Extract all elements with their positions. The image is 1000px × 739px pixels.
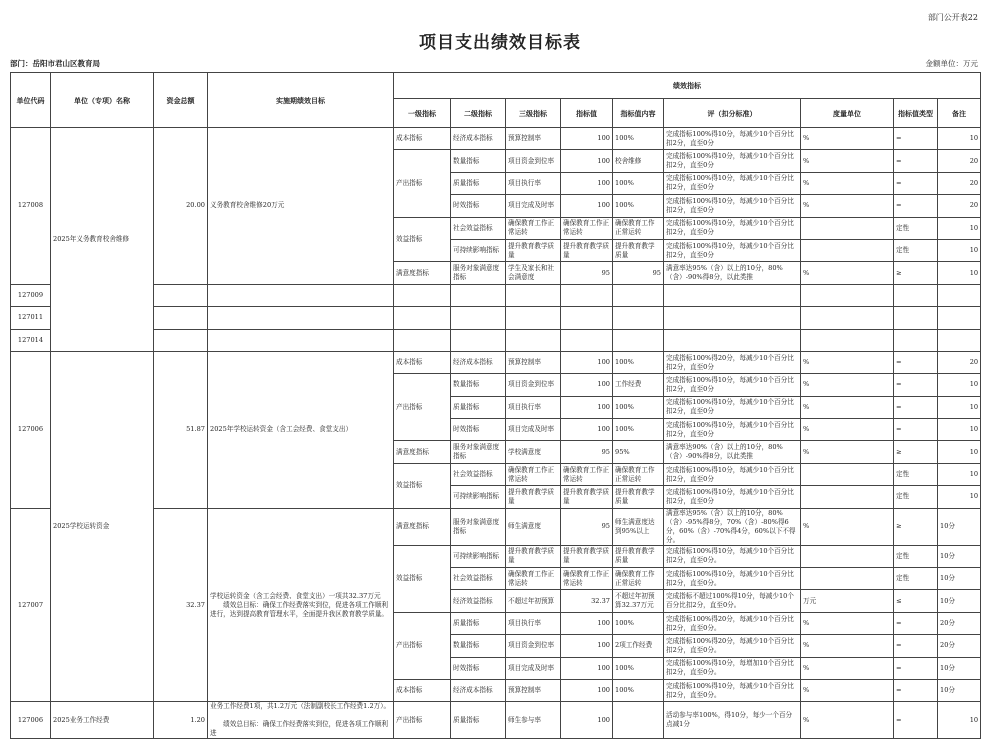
indicator-level2: 可持续影响指标 (451, 486, 506, 508)
measure-unit: % (801, 128, 894, 150)
empty-cell (561, 329, 613, 351)
value-type: = (894, 419, 938, 441)
indicator-level1: 满意度指标 (394, 441, 451, 463)
indicator-level2: 可持续影响指标 (451, 545, 506, 567)
value-type: = (894, 150, 938, 172)
performance-target: 2025年学校运转资金（含工会经费、食堂支出） (208, 351, 394, 508)
unit-code: 127014 (11, 329, 51, 351)
indicator-content: 100% (613, 657, 664, 679)
note: 20分 (938, 612, 981, 634)
indicator-content: 100% (613, 679, 664, 701)
indicator-value: 100 (561, 612, 613, 634)
value-type: ≤ (894, 590, 938, 612)
indicator-value: 100 (561, 419, 613, 441)
indicator-content: 100% (613, 195, 664, 217)
indicator-level2: 数量指标 (451, 635, 506, 657)
indicator-content: 校舍维修 (613, 150, 664, 172)
indicator-level3: 项目执行率 (506, 172, 561, 194)
table-row (11, 329, 981, 351)
empty-cell (451, 284, 506, 306)
measure-unit: 万元 (801, 590, 894, 612)
value-type: = (894, 396, 938, 418)
project-name: 2025业务工作经费 (51, 702, 154, 739)
value-type: = (894, 172, 938, 194)
value-type: ≥ (894, 441, 938, 463)
indicator-content: 确保教育工作正常运转 (613, 463, 664, 485)
empty-cell (506, 307, 561, 329)
empty-cell (394, 329, 451, 351)
indicator-level3: 项目资金到位率 (506, 635, 561, 657)
header-note: 备注 (938, 99, 981, 128)
indicator-content: 提升教育教学质量 (613, 486, 664, 508)
indicator-value: 100 (561, 150, 613, 172)
measure-unit: % (801, 396, 894, 418)
measure-unit: % (801, 657, 894, 679)
note: 10 (938, 217, 981, 239)
note: 10 (938, 262, 981, 284)
indicator-level2: 时效指标 (451, 657, 506, 679)
empty-cell (938, 329, 981, 351)
indicator-level1: 效益指标 (394, 545, 451, 612)
note: 20 (938, 195, 981, 217)
header-target: 实施期绩效目标 (208, 73, 394, 128)
indicator-level2: 数量指标 (451, 374, 506, 396)
scoring-criteria: 完成指标100%得10分，每减少10个百分比扣2分，直至0分 (664, 128, 801, 150)
indicator-level2: 质量指标 (451, 702, 506, 739)
scoring-criteria: 完成指标100%得10分，每减少10个百分比扣2分，直至0分。 (664, 545, 801, 567)
indicator-content (613, 702, 664, 739)
unit-code: 127006 (11, 351, 51, 508)
indicator-level1: 效益指标 (394, 463, 451, 508)
performance-target (208, 284, 394, 306)
indicator-content: 100% (613, 172, 664, 194)
indicator-level3: 预算控制率 (506, 351, 561, 373)
measure-unit: % (801, 441, 894, 463)
performance-target (208, 307, 394, 329)
scoring-criteria: 完成指标100%得10分，每减少10个百分比扣2分，直至0分 (664, 396, 801, 418)
note: 10 (938, 396, 981, 418)
indicator-level3: 项目完成及时率 (506, 195, 561, 217)
scoring-criteria: 满意率达95%（含）以上的10分，80%（含）-90%得8分，以此类推 (664, 262, 801, 284)
indicator-value: 100 (561, 128, 613, 150)
indicator-value: 100 (561, 195, 613, 217)
indicator-value: 32.37 (561, 590, 613, 612)
measure-unit: % (801, 679, 894, 701)
indicator-level3: 项目执行率 (506, 396, 561, 418)
value-type: ≥ (894, 262, 938, 284)
header-l2: 二级指标 (451, 99, 506, 128)
fund-amount (154, 329, 208, 351)
indicator-level1: 产出指标 (394, 612, 451, 679)
indicator-level2: 社会效益指标 (451, 463, 506, 485)
value-type: 定性 (894, 486, 938, 508)
fund-amount: 32.37 (154, 508, 208, 702)
scoring-criteria: 完成指标100%得10分，每增加10个百分比扣2分，直至0分。 (664, 657, 801, 679)
note: 10 (938, 419, 981, 441)
indicator-level2: 质量指标 (451, 612, 506, 634)
indicator-level2: 服务对象满意度指标 (451, 441, 506, 463)
indicator-level3: 项目完成及时率 (506, 419, 561, 441)
indicator-level2: 时效指标 (451, 195, 506, 217)
indicator-level3: 不超过年初预算 (506, 590, 561, 612)
value-type: = (894, 702, 938, 739)
empty-cell (801, 307, 894, 329)
indicator-level3: 提升教育教学质量 (506, 239, 561, 261)
empty-cell (801, 329, 894, 351)
measure-unit: % (801, 351, 894, 373)
value-type: = (894, 351, 938, 373)
header-criteria: 评（扣分标准） (664, 99, 801, 128)
indicator-level2: 社会效益指标 (451, 217, 506, 239)
indicator-level1: 成本指标 (394, 351, 451, 373)
scoring-criteria: 完成指标100%得10分，每减少10个百分比扣2分，直至0分 (664, 419, 801, 441)
indicator-level3: 提升教育教学质量 (506, 545, 561, 567)
indicator-level3: 学生及家长和社会满意度 (506, 262, 561, 284)
note: 10 (938, 441, 981, 463)
scoring-criteria: 完成指标100%得10分，每减少10个百分比扣2分，直至0分 (664, 239, 801, 261)
empty-cell (561, 284, 613, 306)
note: 20 (938, 150, 981, 172)
empty-cell (938, 284, 981, 306)
empty-cell (801, 284, 894, 306)
indicator-value: 95 (561, 508, 613, 545)
indicator-level3: 预算控制率 (506, 679, 561, 701)
unit-code: 127009 (11, 284, 51, 306)
empty-cell (664, 307, 801, 329)
table-row (11, 284, 981, 306)
performance-target (208, 329, 394, 351)
scoring-criteria: 活动参与率100%，得10分，每少一个百分点减1分 (664, 702, 801, 739)
fund-amount (154, 307, 208, 329)
indicator-level2: 时效指标 (451, 419, 506, 441)
measure-unit: % (801, 262, 894, 284)
scoring-criteria: 满意率达90%（含）以上的10分，80%（含）-90%得8分，以此类推 (664, 441, 801, 463)
note: 10 (938, 486, 981, 508)
value-type: 定性 (894, 545, 938, 567)
measure-unit: % (801, 150, 894, 172)
indicator-level3: 提升教育教学质量 (506, 486, 561, 508)
note: 20 (938, 172, 981, 194)
scoring-criteria: 完成指标100%得10分，每减少10个百分比扣2分，直至0分 (664, 217, 801, 239)
measure-unit (801, 217, 894, 239)
fund-amount: 20.00 (154, 128, 208, 285)
value-type: 定性 (894, 568, 938, 590)
empty-cell (664, 329, 801, 351)
indicator-level2: 质量指标 (451, 172, 506, 194)
indicator-content: 不超过年初预算32.37万元 (613, 590, 664, 612)
table-row (11, 351, 981, 373)
header-amount: 资金总额 (154, 73, 208, 128)
table-row (11, 702, 981, 739)
scoring-criteria: 完成指标100%得10分，每减少10个百分比扣2分，直至0分 (664, 150, 801, 172)
indicator-value: 100 (561, 351, 613, 373)
indicator-level2: 服务对象满意度指标 (451, 508, 506, 545)
indicator-level3: 确保教育工作正常运转 (506, 217, 561, 239)
indicator-level2: 经济成本指标 (451, 128, 506, 150)
measure-unit (801, 463, 894, 485)
table-row (11, 508, 981, 545)
department-label: 部门：岳阳市君山区教育局 (10, 59, 100, 68)
indicator-level2: 数量指标 (451, 150, 506, 172)
header-l1: 一级指标 (394, 99, 451, 128)
header-performance: 绩效指标 (394, 73, 981, 99)
indicator-value: 95 (561, 441, 613, 463)
indicator-value: 提升教育教学质量 (561, 486, 613, 508)
value-type: 定性 (894, 463, 938, 485)
note: 10分 (938, 568, 981, 590)
scoring-criteria: 完成指标不超过100%得10分，每减少10个百分比扣2分，直至0分。 (664, 590, 801, 612)
indicator-value: 确保教育工作正常运转 (561, 568, 613, 590)
project-name: 2025年义务教育校舍维修 (51, 128, 154, 352)
indicator-level3: 确保教育工作正常运转 (506, 568, 561, 590)
indicator-content: 师生满意度达到95%以上 (613, 508, 664, 545)
note: 10 (938, 702, 981, 739)
measure-unit: % (801, 702, 894, 739)
indicator-value: 100 (561, 172, 613, 194)
header-code: 单位代码 (11, 73, 51, 128)
note: 20 (938, 351, 981, 373)
indicator-value: 95 (561, 262, 613, 284)
indicator-level3: 项目资金到位率 (506, 374, 561, 396)
indicator-content: 95 (613, 262, 664, 284)
indicator-content: 工作经费 (613, 374, 664, 396)
indicator-level3: 预算控制率 (506, 128, 561, 150)
unit-code: 127007 (11, 508, 51, 702)
scoring-criteria: 满意率达95%（含）以上的10分，80%（含）-95%得8分，70%（含）-80%得6分，60%（含）-70%得4分，60%以下不得分。 (664, 508, 801, 545)
indicator-level2: 社会效益指标 (451, 568, 506, 590)
table-row (11, 307, 981, 329)
note: 10 (938, 239, 981, 261)
measure-unit (801, 568, 894, 590)
empty-cell (894, 307, 938, 329)
header-type: 指标值类型 (894, 99, 938, 128)
indicator-content: 100% (613, 612, 664, 634)
indicator-value: 100 (561, 679, 613, 701)
fund-amount: 1.20 (154, 702, 208, 739)
note: 20分 (938, 635, 981, 657)
indicator-level2: 服务对象满意度指标 (451, 262, 506, 284)
header-value: 指标值 (561, 99, 613, 128)
scoring-criteria: 完成指标100%得10分，每减少10个百分比扣2分，直至0分。 (664, 679, 801, 701)
table-body (11, 128, 981, 739)
indicator-value: 提升教育教学质量 (561, 545, 613, 567)
indicator-level3: 确保教育工作正常运转 (506, 463, 561, 485)
empty-cell (394, 284, 451, 306)
empty-cell (451, 329, 506, 351)
empty-cell (613, 329, 664, 351)
indicator-value: 确保教育工作正常运转 (561, 217, 613, 239)
scoring-criteria: 完成指标100%得20分，每减少10个百分比扣2分，直至0分。 (664, 635, 801, 657)
indicator-value: 100 (561, 635, 613, 657)
scoring-criteria: 完成指标100%得10分，每减少10个百分比扣2分，直至0分 (664, 172, 801, 194)
unit-code: 127008 (11, 128, 51, 285)
header-unit: 度量单位 (801, 99, 894, 128)
empty-cell (506, 329, 561, 351)
indicator-content: 100% (613, 396, 664, 418)
fund-amount (154, 284, 208, 306)
indicator-level1: 满意度指标 (394, 262, 451, 284)
indicator-level1: 成本指标 (394, 679, 451, 701)
value-type: = (894, 679, 938, 701)
measure-unit: % (801, 508, 894, 545)
note: 10分 (938, 590, 981, 612)
measure-unit (801, 239, 894, 261)
indicator-level2: 经济效益指标 (451, 590, 506, 612)
measure-unit: % (801, 374, 894, 396)
empty-cell (894, 284, 938, 306)
value-type: = (894, 128, 938, 150)
value-type: = (894, 195, 938, 217)
value-type: ≥ (894, 508, 938, 545)
indicator-content: 100% (613, 419, 664, 441)
indicator-level2: 经济成本指标 (451, 351, 506, 373)
indicator-level3: 师生满意度 (506, 508, 561, 545)
empty-cell (451, 307, 506, 329)
scoring-criteria: 完成指标100%得10分，每减少10个百分比扣2分，直至0分。 (664, 568, 801, 590)
scoring-criteria: 完成指标100%得10分，每减少10个百分比扣2分，直至0分 (664, 195, 801, 217)
indicator-value: 100 (561, 396, 613, 418)
indicator-content: 95% (613, 441, 664, 463)
empty-cell (394, 307, 451, 329)
project-name: 2025学校运转资金 (51, 351, 154, 701)
scoring-criteria: 完成指标100%得10分，每减少10个百分比扣2分，直至0分 (664, 463, 801, 485)
indicator-value: 提升教育教学质量 (561, 239, 613, 261)
indicator-content: 100% (613, 128, 664, 150)
note: 10 (938, 128, 981, 150)
indicator-level3: 学校满意度 (506, 441, 561, 463)
indicator-value: 100 (561, 374, 613, 396)
empty-cell (561, 307, 613, 329)
measure-unit: % (801, 172, 894, 194)
performance-target: 业务工作经费1项，共1.2万元（法制副校长工作经费1.2万）。 绩效总目标：确保工作经费落实到位，促进各项工作顺利进 (208, 702, 394, 739)
empty-cell (613, 307, 664, 329)
indicator-level3: 师生参与率 (506, 702, 561, 739)
value-type: 定性 (894, 217, 938, 239)
measure-unit: % (801, 419, 894, 441)
empty-cell (664, 284, 801, 306)
note: 10分 (938, 657, 981, 679)
empty-cell (613, 284, 664, 306)
scoring-criteria: 完成指标100%得10分，每减少10个百分比扣2分，直至0分 (664, 374, 801, 396)
indicator-level1: 成本指标 (394, 128, 451, 150)
indicator-content: 确保教育工作正常运转 (613, 568, 664, 590)
indicator-level1: 满意度指标 (394, 508, 451, 545)
indicator-level1: 产出指标 (394, 150, 451, 217)
indicator-content: 提升教育教学质量 (613, 239, 664, 261)
indicator-value: 100 (561, 657, 613, 679)
page-title: 项目支出绩效目标表 (419, 33, 581, 53)
table-row (11, 128, 981, 150)
indicator-level3: 项目执行率 (506, 612, 561, 634)
indicator-level1: 效益指标 (394, 217, 451, 262)
indicator-content: 提升教育教学质量 (613, 545, 664, 567)
indicator-value: 确保教育工作正常运转 (561, 463, 613, 485)
indicator-level2: 经济成本指标 (451, 679, 506, 701)
measure-unit: % (801, 612, 894, 634)
scoring-criteria: 完成指标100%得20分，每减少10个百分比扣2分，直至0分 (664, 351, 801, 373)
indicator-content: 100% (613, 351, 664, 373)
header-name: 单位（专项）名称 (51, 73, 154, 128)
indicator-level1: 产出指标 (394, 374, 451, 441)
header-content: 指标值内容 (613, 99, 664, 128)
amount-unit-label: 金额单位：万元 (925, 59, 978, 68)
indicator-content: 2项工作经费 (613, 635, 664, 657)
indicator-level3: 项目资金到位率 (506, 150, 561, 172)
performance-target: 义务教育校舍维修20万元 (208, 128, 394, 285)
value-type: = (894, 635, 938, 657)
measure-unit: % (801, 195, 894, 217)
measure-unit (801, 486, 894, 508)
empty-cell (938, 307, 981, 329)
indicator-level3: 项目完成及时率 (506, 657, 561, 679)
measure-unit: % (801, 635, 894, 657)
value-type: 定性 (894, 239, 938, 261)
unit-code: 127011 (11, 307, 51, 329)
unit-code: 127006 (11, 702, 51, 739)
note: 10分 (938, 508, 981, 545)
scoring-criteria: 完成指标100%得10分，每减少10个百分比扣2分，直至0分 (664, 486, 801, 508)
form-number: 部门公开表22 (927, 13, 978, 22)
performance-target-table (10, 72, 981, 739)
note: 10 (938, 463, 981, 485)
note: 10分 (938, 679, 981, 701)
empty-cell (894, 329, 938, 351)
header-l3: 三级指标 (506, 99, 561, 128)
indicator-value: 100 (561, 702, 613, 739)
indicator-level2: 可持续影响指标 (451, 239, 506, 261)
value-type: = (894, 374, 938, 396)
performance-target: 学校运转资金（含工会经费、食堂支出）一项共32.37万元 绩效总目标：确保工作经费落实到位，促进各项工作顺利进行，达到提高教育管理水平，全面提升我区教育教学质量。 (208, 508, 394, 702)
value-type: = (894, 612, 938, 634)
value-type: = (894, 657, 938, 679)
fund-amount: 51.87 (154, 351, 208, 508)
indicator-content: 确保教育工作正常运转 (613, 217, 664, 239)
note: 10 (938, 374, 981, 396)
empty-cell (506, 284, 561, 306)
indicator-level2: 质量指标 (451, 396, 506, 418)
indicator-level1: 产出指标 (394, 702, 451, 739)
scoring-criteria: 完成指标100%得20分，每减少10个百分比扣2分，直至0分。 (664, 612, 801, 634)
measure-unit (801, 545, 894, 567)
note: 10分 (938, 545, 981, 567)
